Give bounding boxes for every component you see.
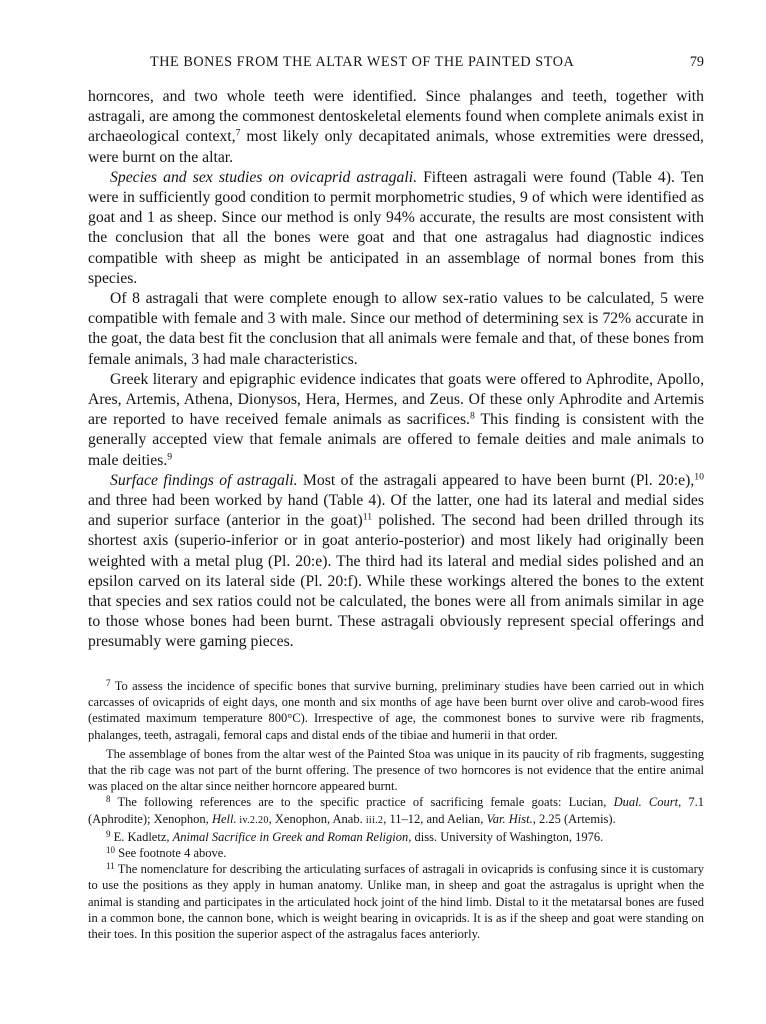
- footnote-mark: 8: [106, 794, 111, 805]
- paragraph-1: [88, 87, 704, 168]
- paragraph-text: Fifteen astragali were found (Table 4). Ten were in sufficiently good condition to permit morphometric studies, 9 of which were identified as goat and 1 as sheep. Since our method is only 94% accurate, the results are most consistent with the conclusion that all the bones were goat and that one astragalus had diagnostic indices compatible with sheep as might be anticipated in an assemblage of normal bones from this species.: [88, 168, 704, 287]
- paragraph-text: most likely only decapitated animals, whose extremities were dressed, were burnt on the altar.: [88, 128, 704, 166]
- footnote-text: diss. University of Washington, 1976.: [411, 829, 604, 844]
- footnote-10: [88, 845, 704, 861]
- footnote-9: [88, 829, 704, 845]
- paragraph-3: [88, 289, 704, 370]
- body-text: [88, 87, 704, 653]
- footnote-7-continuation: [88, 746, 704, 795]
- footnote-mark: 10: [106, 844, 115, 855]
- footnote-ref-10: 10: [694, 471, 704, 483]
- footnote-ref-7: 7: [235, 128, 241, 140]
- footnote-text: , Xenophon, Anab.: [268, 811, 366, 826]
- running-title: THE BONES FROM THE ALTAR WEST OF THE PAINTED STOA: [150, 54, 575, 70]
- footnote-text: The following references are to the specific practice of sacrificing female goats: Lucian,: [110, 795, 614, 810]
- footnote-text: To assess the incidence of specific bones that survive burning, preliminary studies have been carried out in which carcasses of ovicaprids of eight days, one month and six months of age have been burnt over olive and carob-wood fires (estimated maximum temperature 800°C). Irrespective of age, the commonest bones to survive were rib fragments, phalanges, teeth, astragali, femoral caps and distal ends of the tibiae and humerii in that order.: [88, 679, 704, 742]
- paragraph-4: [88, 370, 704, 471]
- paragraph-5: [88, 471, 704, 653]
- footnote-mark: 7: [106, 677, 111, 688]
- footnote-text: 2.25 (Artemis).: [535, 811, 616, 826]
- citation-title: Hell.: [211, 811, 237, 826]
- section-heading-surface-findings: Surface findings of astragali.: [110, 471, 298, 489]
- paragraph-2: [88, 168, 704, 289]
- paragraph-text: polished. The second had been drilled through its shortest axis (superio-inferior or in goat anterio-posterior) and most likely had originally been weighted with a metal plug (Pl. 20:e). The third had its lateral and medial sides polished and an epsilon carved on its lateral side (Pl. 20:f). While these workings altered the bones to the extent that species and sex ratios could not be calculated, the bones were all from animals similar in age to those whose bones had been burnt. These astragali obviously represent special offerings and presumably were gaming pieces.: [88, 512, 704, 651]
- footnote-ref-11: 11: [362, 511, 373, 523]
- section-heading-species-sex: Species and sex studies on ovicaprid astragali.: [110, 168, 417, 186]
- paragraph-text: and three had been worked by hand (Table 4). Of the latter, one had its lateral and medial sides and superior surface (anterior in the goat): [88, 492, 704, 530]
- paragraph-text: horncores, and two whole teeth were identified. Since phalanges and teeth, together with astragali, are among the commonest dentoskeletal elements found when complete animals exist in archaeological context,: [88, 88, 704, 146]
- running-header: [84, 54, 704, 74]
- paragraph-text: Greek literary and epigraphic evidence indicates that goats were offered to Aphrodite, Apollo, Ares, Artemis, Athena, Dionysos, Hera, Hermes, and Zeus. Of these only Aphrodite and Artemis are reported to have received female animals as sacrifices.: [88, 370, 704, 429]
- citation-title: Var. Hist.,: [486, 811, 536, 826]
- citation-title: Dual. Court,: [613, 795, 682, 810]
- footnote-ref-9: 9: [167, 451, 173, 463]
- footnote-ref-8: 8: [469, 410, 475, 422]
- citation-ref: iv.2.20: [236, 814, 269, 826]
- footnote-text: 7.1 (Aphrodite); Xenophon,: [88, 795, 704, 826]
- footnote-11: [88, 861, 704, 942]
- footnote-text: , 11–12, and Aelian,: [383, 811, 487, 826]
- page-number: 79: [689, 54, 704, 70]
- footnote-text: The nomenclature for describing the articulating surfaces of astragali in ovicaprids is confusing since it is customary to use the positions as they apply in human anatomy. Unlike man, in sheep and goat the astragalus is upright when the animal is standing and participates in the articulated hock joint of the hind limb. Distal to it the metatarsal bones are fused in a common bone, the cannon bone, which is weight bearing in ovicaprids. It is as if the sheep and goat were standing on their toes. In this position the superior aspect of the astragalus faces anteriorly.: [88, 862, 704, 942]
- footnote-mark: 11: [106, 861, 115, 872]
- citation-ref: iii.2: [365, 814, 384, 826]
- footnote-mark: 9: [106, 828, 111, 839]
- citation-title: Animal Sacrifice in Greek and Roman Religion,: [172, 829, 412, 844]
- paragraph-text: Of 8 astragali that were complete enough to allow sex-ratio values to be calculated, 5 were compatible with female and 3 with male. Since our method of determining sex is 72% accurate in the goat, the data best fit the conclusion that all animals were female and that, of these bones from female animals, 3 had male characteristics.: [88, 290, 704, 368]
- footnotes: [88, 678, 704, 942]
- footnote-8: [88, 794, 704, 828]
- footnote-text: The assemblage of bones from the altar west of the Painted Stoa was unique in its paucity of rib fragments, suggesting that the rib cage was not part of the burnt offering. The presence of two horncores is not evidence that the entire animal was placed on the altar since neither horncore appeared burnt.: [88, 746, 704, 794]
- paragraph-text: Most of the astragali appeared to have been burnt (Pl. 20:e),: [297, 471, 695, 489]
- paragraph-text: This finding is consistent with the generally accepted view that female animals are offered to female deities and male animals to male deities.: [88, 411, 704, 469]
- footnote-text: See footnote 4 above.: [115, 846, 227, 861]
- footnote-7: [88, 678, 704, 743]
- footnote-text: E. Kadletz,: [110, 829, 173, 844]
